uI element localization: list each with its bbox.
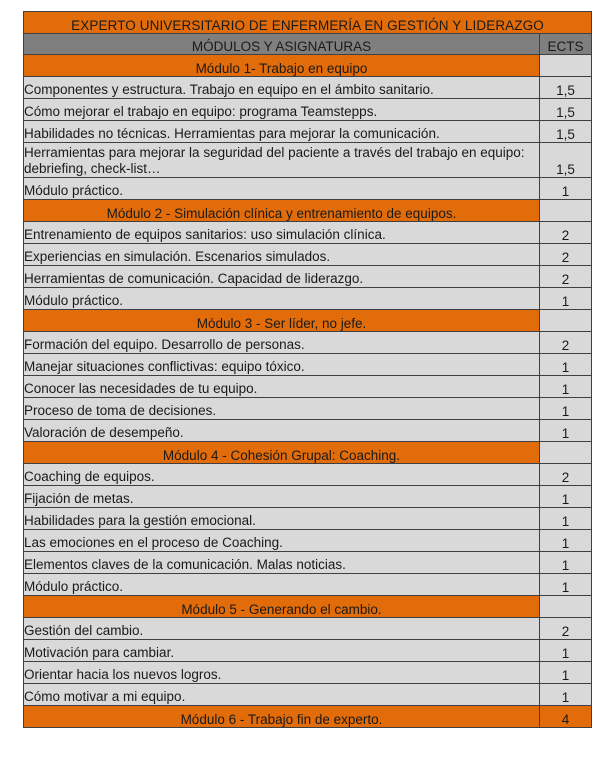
course-ects: 1 xyxy=(540,486,592,508)
course-ects: 1 xyxy=(540,354,592,376)
title-row xyxy=(24,12,592,34)
course-row xyxy=(24,640,592,662)
course-ects: 1 xyxy=(540,508,592,530)
module-row xyxy=(24,596,592,618)
course-row xyxy=(24,354,592,376)
module-ects xyxy=(540,310,592,332)
course-name: Entrenamiento de equipos sanitarios: uso simulación clínica. xyxy=(24,222,540,244)
course-ects: 1 xyxy=(540,178,592,200)
course-ects: 1 xyxy=(540,574,592,596)
course-name: Coaching de equipos. xyxy=(24,464,540,486)
course-name: Cómo motivar a mi equipo. xyxy=(24,684,540,706)
course-name: Motivación para cambiar. xyxy=(24,640,540,662)
course-row xyxy=(24,662,592,684)
module-title: Módulo 3 - Ser líder, no jefe. xyxy=(24,310,540,332)
course-row xyxy=(24,398,592,420)
course-ects: 1,5 xyxy=(540,99,592,121)
course-row xyxy=(24,143,592,178)
course-name: Orientar hacia los nuevos logros. xyxy=(24,662,540,684)
course-row xyxy=(24,77,592,99)
course-name: Experiencias en simulación. Escenarios simulados. xyxy=(24,244,540,266)
course-ects: 1 xyxy=(540,420,592,442)
course-ects: 1 xyxy=(540,684,592,706)
module-ects xyxy=(540,200,592,222)
course-ects: 1 xyxy=(540,640,592,662)
course-ects: 2 xyxy=(540,464,592,486)
course-ects: 1 xyxy=(540,530,592,552)
module-ects xyxy=(540,55,592,77)
module-row xyxy=(24,310,592,332)
header-row xyxy=(24,34,592,55)
course-row xyxy=(24,376,592,398)
course-row xyxy=(24,464,592,486)
course-row xyxy=(24,552,592,574)
course-row xyxy=(24,574,592,596)
module-row xyxy=(24,442,592,464)
course-ects: 1,5 xyxy=(540,143,592,178)
course-row xyxy=(24,244,592,266)
course-name: Habilidades no técnicas. Herramientas para mejorar la comunicación. xyxy=(24,121,540,143)
course-row xyxy=(24,288,592,310)
course-row xyxy=(24,420,592,442)
course-ects: 1 xyxy=(540,398,592,420)
table-title: EXPERTO UNIVERSITARIO DE ENFERMERÍA EN GESTIÓN Y LIDERAZGO xyxy=(24,12,592,34)
header-ects-column: ECTS xyxy=(540,34,592,55)
module-ects xyxy=(540,442,592,464)
course-name: Habilidades para la gestión emocional. xyxy=(24,508,540,530)
course-name: Módulo práctico. xyxy=(24,178,540,200)
course-name: Gestión del cambio. xyxy=(24,618,540,640)
course-name: Fijación de metas. xyxy=(24,486,540,508)
course-name: Manejar situaciones conflictivas: equipo tóxico. xyxy=(24,354,540,376)
module-row xyxy=(24,55,592,77)
course-ects: 1 xyxy=(540,288,592,310)
course-row xyxy=(24,99,592,121)
course-row xyxy=(24,486,592,508)
module-ects xyxy=(540,596,592,618)
module-title: Módulo 1- Trabajo en equipo xyxy=(24,55,540,77)
course-row xyxy=(24,178,592,200)
module-title: Módulo 2 - Simulación clínica y entrenamiento de equipos. xyxy=(24,200,540,222)
course-row xyxy=(24,332,592,354)
course-row xyxy=(24,121,592,143)
course-name: Elementos claves de la comunicación. Malas noticias. xyxy=(24,552,540,574)
course-name: Formación del equipo. Desarrollo de personas. xyxy=(24,332,540,354)
course-ects: 1 xyxy=(540,376,592,398)
course-name: Conocer las necesidades de tu equipo. xyxy=(24,376,540,398)
course-ects: 2 xyxy=(540,266,592,288)
course-ects: 1 xyxy=(540,662,592,684)
course-name: Módulo práctico. xyxy=(24,574,540,596)
course-ects: 1,5 xyxy=(540,77,592,99)
course-ects: 2 xyxy=(540,244,592,266)
course-name: Las emociones en el proceso de Coaching. xyxy=(24,530,540,552)
course-name: Herramientas de comunicación. Capacidad de liderazgo. xyxy=(24,266,540,288)
course-name: Cómo mejorar el trabajo en equipo: programa Teamstepps. xyxy=(24,99,540,121)
table-body xyxy=(24,12,592,728)
course-ects: 2 xyxy=(540,618,592,640)
course-name: Proceso de toma de decisiones. xyxy=(24,398,540,420)
module-title: Módulo 5 - Generando el cambio. xyxy=(24,596,540,618)
module-title: Módulo 6 - Trabajo fin de experto. xyxy=(24,706,540,728)
header-name-column: MÓDULOS Y ASIGNATURAS xyxy=(24,34,540,55)
curriculum-table xyxy=(23,11,592,728)
module-row xyxy=(24,706,592,728)
course-name: Componentes y estructura. Trabajo en equipo en el ámbito sanitario. xyxy=(24,77,540,99)
course-name: Módulo práctico. xyxy=(24,288,540,310)
course-row xyxy=(24,618,592,640)
module-title: Módulo 4 - Cohesión Grupal: Coaching. xyxy=(24,442,540,464)
course-row xyxy=(24,508,592,530)
course-name: Valoración de desempeño. xyxy=(24,420,540,442)
module-ects: 4 xyxy=(540,706,592,728)
module-row xyxy=(24,200,592,222)
course-row xyxy=(24,222,592,244)
course-name: Herramientas para mejorar la seguridad del paciente a través del trabajo en equipo: debriefing, check-list… xyxy=(24,143,540,178)
course-ects: 2 xyxy=(540,332,592,354)
course-ects: 1,5 xyxy=(540,121,592,143)
course-row xyxy=(24,266,592,288)
course-row xyxy=(24,684,592,706)
course-row xyxy=(24,530,592,552)
course-ects: 1 xyxy=(540,552,592,574)
course-ects: 2 xyxy=(540,222,592,244)
